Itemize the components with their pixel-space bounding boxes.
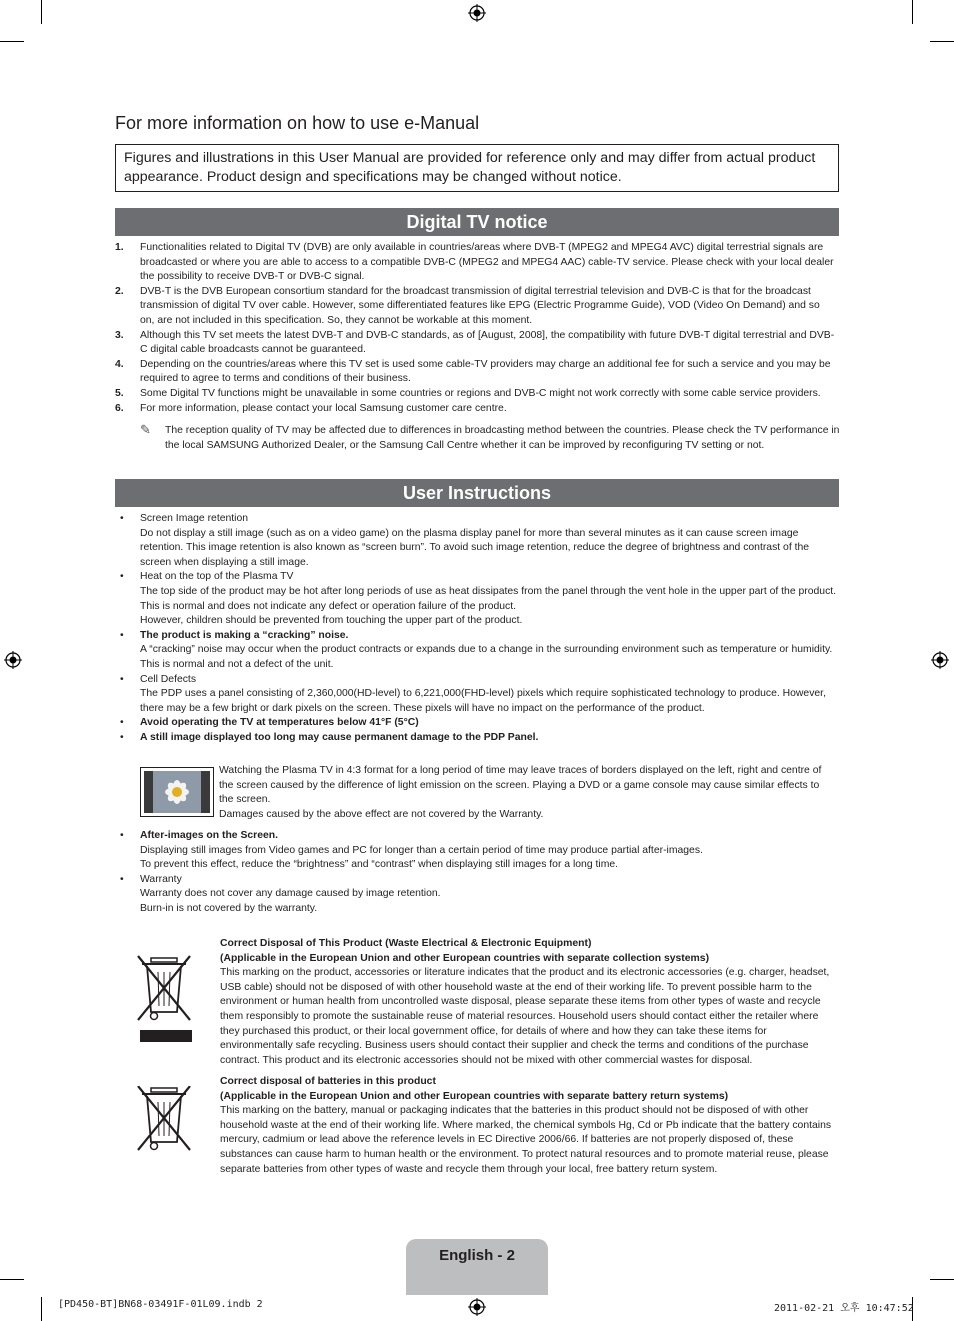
page-number-tab: English - 2 — [406, 1239, 548, 1295]
tv-flower-image-icon — [140, 767, 214, 817]
bullet-icon: • — [120, 731, 124, 743]
weee-disposal-section: Correct Disposal of This Product (Waste Electrical & Electronic Equipment) (Applicable in the European Union and other European countries with separate collection systems) This marking on the product, accessories or literature indicates that the product and its electronic accessories (e.g. charger, headset, USB cable) should not be disposed of with other household waste at the end of their working life. To prevent possible harm to the environment or human health from uncontrolled waste disposal, please separate these items from other types of waste and recycle them responsibly to promote the sustainable reuse of material resources. Household users should contact either the retailer where they purchased this product, or their local government office, for details of where and how they can take these items for environmentally safe recycling. Business users should contact their supplier and check the terms and conditions of the purchase contract. This product and its electronic accessories should not be mixed with other commercial wastes for disposal. — [220, 938, 830, 1066]
list-item: 5. Some Digital TV functions might be unavailable in some countries or regions and DVB-C might not work correctly with some cable service providers. — [115, 387, 821, 399]
print-slug-filename: [PD450-BT]BN68-03491F-01L09.indb 2 — [58, 1299, 263, 1310]
list-item: 3. Although this TV set meets the latest DVB-T and DVB-C standards, as of [August, 2008], the compatibility with future DVB-T digital terrestrial and DVB-C digital cable broadcasts cannot be guaranteed. — [115, 329, 835, 356]
bullet-icon: • — [120, 629, 124, 641]
list-item: • Avoid operating the TV at temperatures below 41°F (5°C) — [115, 716, 837, 731]
crop-mark — [0, 1279, 24, 1280]
crop-mark — [41, 0, 42, 24]
list-item: • A still image displayed too long may cause permanent damage to the PDP Panel. — [115, 731, 837, 746]
crossed-out-battery-bin-icon — [134, 1086, 194, 1154]
crop-mark — [930, 1279, 954, 1280]
registration-mark-icon — [468, 1298, 486, 1316]
registration-mark-icon — [4, 651, 22, 669]
crop-mark — [930, 41, 954, 42]
list-item: 1. Functionalities related to Digital TV (DVB) are only available in countries/areas where DVB-T (MPEG2 and MPEG4 AVC) digital terrestrial signals are broadcasted or where you are able to access to a compatible DVB-C (MPEG2 and MPEG4 AAC) cable-TV service. Please check with your local dealer the possibility to receive DVB-T or DVB-C signal. — [115, 242, 834, 283]
bullet-icon: • — [120, 873, 124, 885]
reception-quality-note: ✎ The reception quality of TV may be affected due to differences in broadcasting method between the countries. Please check the TV performance in the local SAMSUNG Authorized Dealer, or the Samsung Call Centre whether it can be improved by reconfiguring TV setting or not. — [140, 422, 840, 451]
bullet-icon: • — [120, 513, 124, 524]
print-slug-timestamp: 2011-02-21 오후 10:47:52 — [774, 1303, 914, 1314]
bullet-icon: • — [120, 673, 124, 685]
pencil-note-icon: ✎ — [140, 422, 151, 437]
crossed-out-wheelie-bin-icon — [134, 950, 194, 1045]
list-item: 2. DVB-T is the DVB European consortium standard for the broadcast transmission of digital terrestrial television and DVB-C is that for the broadcast transmission of digital TV over cable. However, some differentiated features like EPG (Electric Programme Guide), VOD (Video On Demand) and so on, are not included in this specification. So, they cannot be workable at this moment. — [115, 285, 820, 326]
list-item: • Warranty Warranty does not cover any damage caused by image retention. Burn-in is not covered by the warranty. — [120, 873, 441, 914]
user-instructions-list — [115, 512, 837, 746]
digital-tv-notice-title: Digital TV notice — [115, 208, 839, 236]
info-heading: For more information on how to use e-Manual — [115, 113, 480, 133]
registration-mark-icon — [468, 4, 486, 22]
list-item: 6. For more information, please contact your local Samsung customer care centre. — [115, 402, 507, 414]
registration-mark-icon — [931, 651, 949, 669]
crop-mark — [41, 1297, 42, 1321]
still-image-warning: Watching the Plasma TV in 4:3 format for a long period of time may leave traces of borders displayed on the left, right and centre of the screen caused by the difference of light emission on the screen. Playing a DVD or a game console may cause similar effects to the screen. Damages caused by the above effect are not covered by the Warranty. — [140, 764, 835, 822]
list-item: • Cell Defects The PDP uses a panel consisting of 2,360,000(HD-level) to 6,221,000(FHD-level) pixels which require sophisticated technology to produce. However, there may be a few bright or dark pixels on the screen. These pixels will have no impact on the performance of the product. — [120, 673, 826, 714]
battery-disposal-section: Correct disposal of batteries in this product (Applicable in the European Union and other European countries with separate battery return systems) This marking on the battery, manual or packaging indicates that the batteries in this product should not be disposed of with other household waste at the end of their working life. Where marked, the chemical symbols Hg, Cd or Pb indicate that the battery contains mercury, cadmium or lead above the reference levels in EC Directive 2006/66. If batteries are not properly disposed of, these substances can cause harm to human health or the environment. To protect natural resources and to promote material reuse, please separate batteries from other types of waste and recycle them through your local, free battery return system. — [220, 1076, 832, 1175]
crop-mark — [912, 0, 913, 24]
list-item: • Heat on the top of the Plasma TV The top side of the product may be hot after long periods of use as heat dissipates from the panel through the vent hole in the upper part of the product. This is normal and does not indicate any defect or operation failure of the product. However, children should be prevented from touching the upper part of the product. — [120, 571, 837, 627]
bullet-icon: • — [120, 571, 124, 583]
bullet-icon: • — [120, 830, 124, 841]
list-item: 4. Depending on the countries/areas where this TV set is used some cable-TV providers may charge an additional fee for such a service and you may be required to agree to terms and conditions of their business. — [115, 358, 831, 385]
list-item: • Screen Image retention Do not display a still image (such as on a video game) on the plasma display panel for more than several minutes as it can cause screen image retention. This image retention is also known as “screen burn”. To avoid such image retention, reduce the degree of brightness and contrast of the screen when displaying a still image. — [120, 513, 810, 568]
reference-notice-box: Figures and illustrations in this User Manual are provided for reference only and may differ from actual product appearance. Product design and specifications may be changed without notice. — [115, 144, 839, 192]
user-instructions-title: User Instructions — [115, 479, 839, 507]
digital-tv-notice-list — [115, 241, 835, 416]
list-item: • The product is making a “cracking” noise. A “cracking” noise may occur when the product contracts or expands due to a change in the surrounding environment such as temperature or humidity. This is normal and not a defect of the unit. — [120, 629, 833, 670]
crop-mark — [0, 41, 24, 42]
user-instructions-list-continued — [115, 829, 837, 917]
list-item: • After-images on the Screen. Displaying still images from Video games and PC for longer than a certain period of time may produce partial after-images. To prevent this effect, reduce the “brightness” and “contrast” when displaying still images for a long time. — [120, 830, 703, 871]
bullet-icon: • — [120, 717, 124, 729]
